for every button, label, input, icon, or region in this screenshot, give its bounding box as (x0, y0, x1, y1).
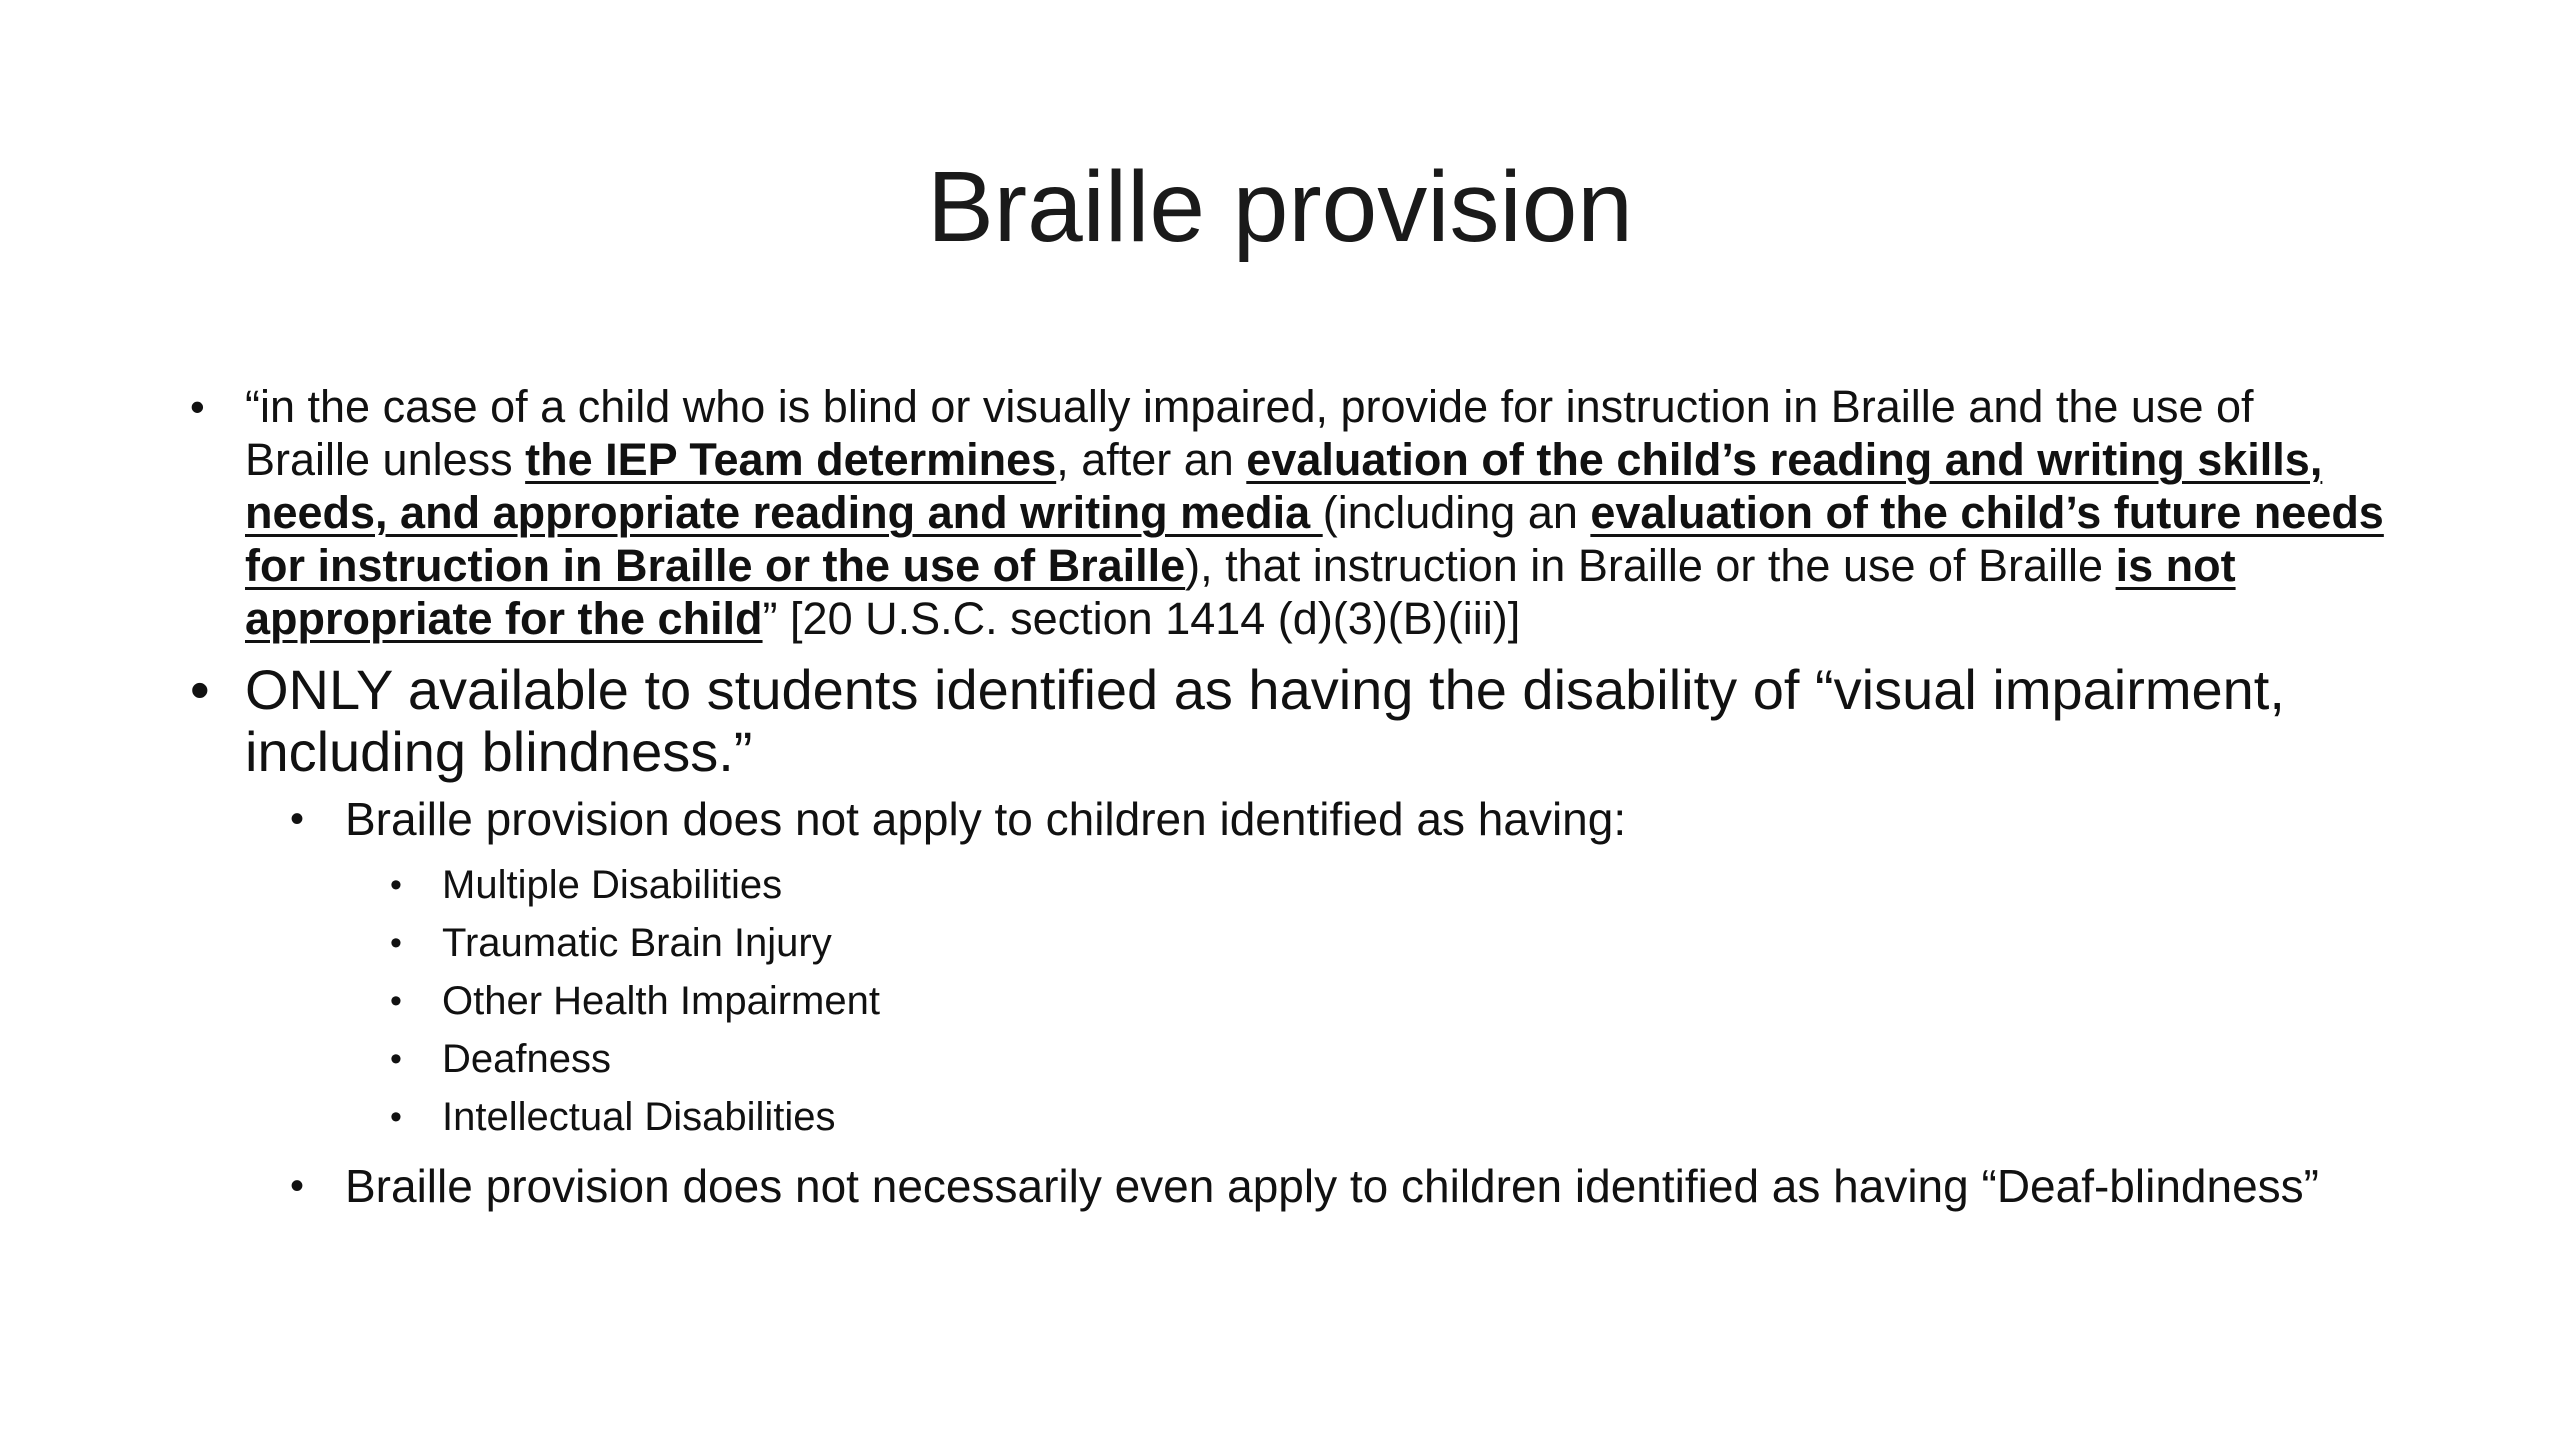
quote-emphasis-not-appropriate: is not appropriate for the child (245, 540, 2236, 644)
bullet-marker: • (190, 383, 205, 430)
disability-item (390, 972, 2390, 1030)
bullet-marker: • (290, 1164, 305, 1208)
disability-item (390, 1088, 2390, 1146)
disability-item (390, 856, 2390, 914)
quote-part-2: , after an (1056, 434, 1247, 485)
quote-part-5: ” [20 U.S.C. section 1414 (d)(3)(B)(iii)] (762, 593, 1521, 644)
disability-label: Other Health Impairment (442, 979, 880, 1023)
bullet-does-not-apply (290, 793, 2390, 846)
bullet-quote (190, 380, 2390, 645)
quote-part-3: (including an (1322, 487, 1591, 538)
quote-emphasis-evaluation-future: evaluation of the child’s future needs for instruction in Braille or the use of Braille (245, 487, 2384, 591)
disability-label: Multiple Disabilities (442, 863, 783, 907)
disability-label: Deafness (442, 1037, 611, 1081)
does-not-apply-text: Braille provision does not apply to children identified as having: (345, 793, 1627, 845)
only-available-text: ONLY available to students identified as having the disability of “visual impairment, including blindness.” (245, 658, 2285, 783)
bullet-deaf-blindness (290, 1160, 2390, 1213)
bullet-marker: • (390, 1098, 402, 1136)
disability-label: Traumatic Brain Injury (442, 921, 832, 965)
bullet-marker: • (390, 866, 402, 904)
deaf-blindness-text: Braille provision does not necessarily even apply to children identified as having “Deaf-blindness” (345, 1160, 2319, 1212)
bullet-marker: • (390, 1040, 402, 1078)
quote-part-4: ), that instruction in Braille or the use of Braille (1185, 540, 2116, 591)
bullet-marker: • (390, 982, 402, 1020)
quote-part-1: “in the case of a child who is blind or visually impaired, provide for instruction in Braille and the use of Braille unless (245, 381, 2254, 485)
quote-text (245, 381, 2384, 644)
disability-label: Intellectual Disabilities (442, 1095, 836, 1139)
quote-emphasis-evaluation-reading: evaluation of the child’s reading and writing skills, needs, and appropriate reading and writing media (245, 434, 2323, 538)
bullet-marker: • (390, 924, 402, 962)
slide-title: Braille provision (927, 151, 1633, 263)
disability-item (390, 1030, 2390, 1088)
slide-body (190, 380, 2390, 1223)
disability-item (390, 914, 2390, 972)
bullet-marker: • (290, 797, 305, 841)
quote-emphasis-iep-team: the IEP Team determines (525, 434, 1057, 485)
bullet-only-available (190, 659, 2390, 783)
bullet-marker: • (190, 658, 210, 721)
